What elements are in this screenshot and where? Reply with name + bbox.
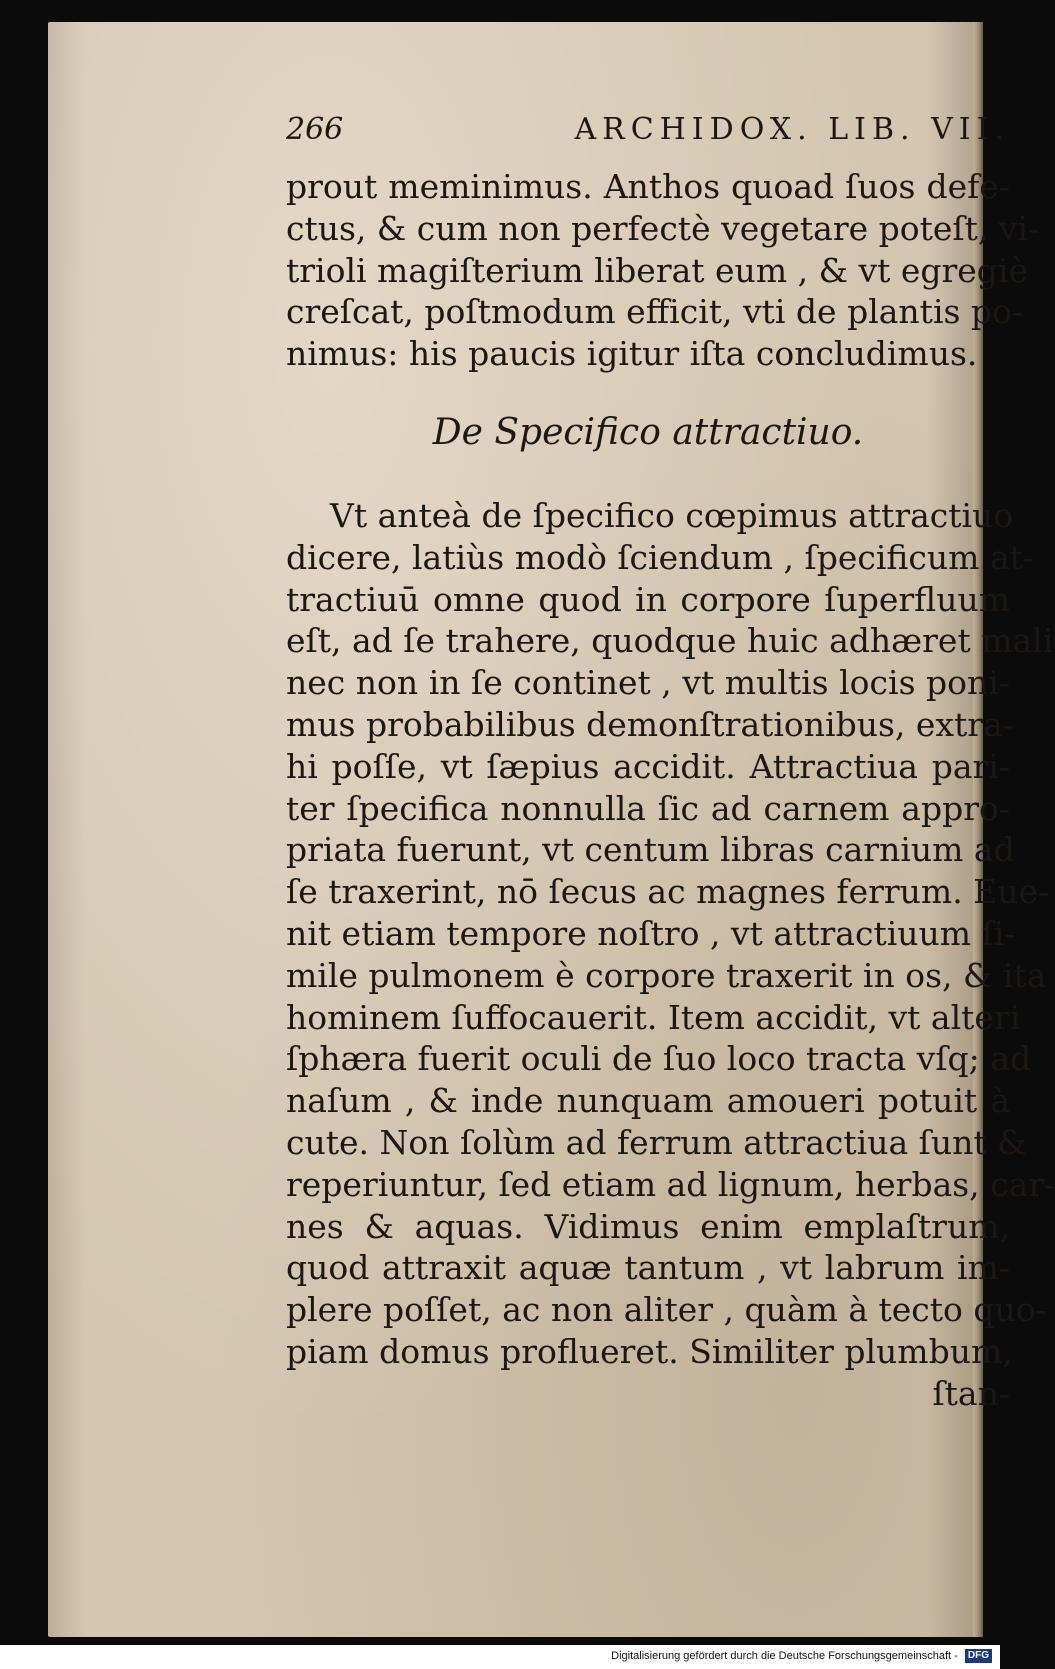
catchword: ſtan- bbox=[932, 1373, 1010, 1413]
text-line: hi poſſe, vt ſæpius accidit. Attractiua pari- bbox=[286, 746, 1010, 786]
text-line: mus probabilibus demonſtrationibus, extra- bbox=[286, 704, 1014, 744]
book-page bbox=[48, 22, 1055, 1637]
text-line: nimus: his paucis igitur iſta concludimus. bbox=[286, 334, 978, 374]
running-title: ARCHIDOX. LIB. VII. bbox=[574, 112, 1010, 147]
text-line: plere poſſet, ac non aliter , quàm à tecto quo- bbox=[286, 1290, 1047, 1330]
section-heading: De Specifico attractiuo. bbox=[432, 411, 864, 453]
text-line: nit etiam tempore noſtro , vt attractiuum ſi- bbox=[286, 913, 1016, 953]
text-line: Vt anteà de ſpecifico cœpimus attractiuo bbox=[330, 495, 1014, 535]
text-line: nes & aquas. Vidimus enim emplaſtrum, bbox=[286, 1206, 1010, 1246]
text-line: piam domus proflueret. Similiter plumbum, bbox=[286, 1331, 1013, 1371]
text-line: priata fuerunt, vt centum libras carnium ad bbox=[286, 830, 1015, 870]
paragraph-2 bbox=[286, 495, 1055, 1373]
text-line: dicere, latiùs modò ſciendum , ſpecificum at- bbox=[286, 537, 1035, 577]
running-head bbox=[286, 112, 1010, 162]
text-line: hominem ſuffocauerit. Item accidit, vt alteri bbox=[286, 997, 1021, 1037]
footer-bar bbox=[0, 1645, 1000, 1669]
text-line: creſcat, poſtmodum efficit, vti de plantis po- bbox=[286, 292, 1024, 332]
text-line: trioli magiſterium liberat eum , & vt egregiè bbox=[286, 250, 1029, 290]
footer-credit-text: Digitalisierung gefördert durch die Deutsche Forschungsgemeinschaft - bbox=[611, 1649, 958, 1662]
text-line: eſt, ad ſe trahere, quodque huic adhæret mali bbox=[286, 621, 1054, 661]
text-line: quod attraxit aquæ tantum , vt labrum im- bbox=[286, 1248, 1010, 1288]
text-line: nec non in ſe continet , vt multis locis poni- bbox=[286, 663, 1010, 703]
text-line: ſe traxerint, nō ſecus ac magnes ferrum. Eue- bbox=[286, 872, 1050, 912]
text-line: mile pulmonem è corpore traxerit in os, & ita bbox=[286, 955, 1047, 995]
text-line: ſphæra fuerit oculi de ſuo loco tracta vſq; ad bbox=[286, 1039, 1032, 1079]
page-number: 266 bbox=[286, 112, 344, 147]
footer-credit bbox=[611, 1649, 992, 1663]
text-line: prout meminimus. Anthos quoad ſuos defe- bbox=[286, 167, 1010, 206]
paragraph-1 bbox=[286, 166, 1040, 375]
text-block bbox=[286, 112, 1055, 1415]
text-line: tractiuū omne quod in corpore ſuperfluum bbox=[286, 579, 1010, 619]
text-line: naſum , & inde nunquam amoueri potuit à bbox=[286, 1081, 1010, 1121]
text-line: cute. Non ſolùm ad ferrum attractiua ſunt & bbox=[286, 1122, 1027, 1162]
text-line: ter ſpecifica nonnulla ſic ad carnem appro- bbox=[286, 788, 1010, 828]
dfg-logo-icon: DFG bbox=[965, 1649, 992, 1663]
text-line: reperiuntur, ſed etiam ad lignum, herbas, car- bbox=[286, 1164, 1055, 1204]
text-line: ctus, & cum non perfectè vegetare poteſt, vi- bbox=[286, 208, 1040, 248]
